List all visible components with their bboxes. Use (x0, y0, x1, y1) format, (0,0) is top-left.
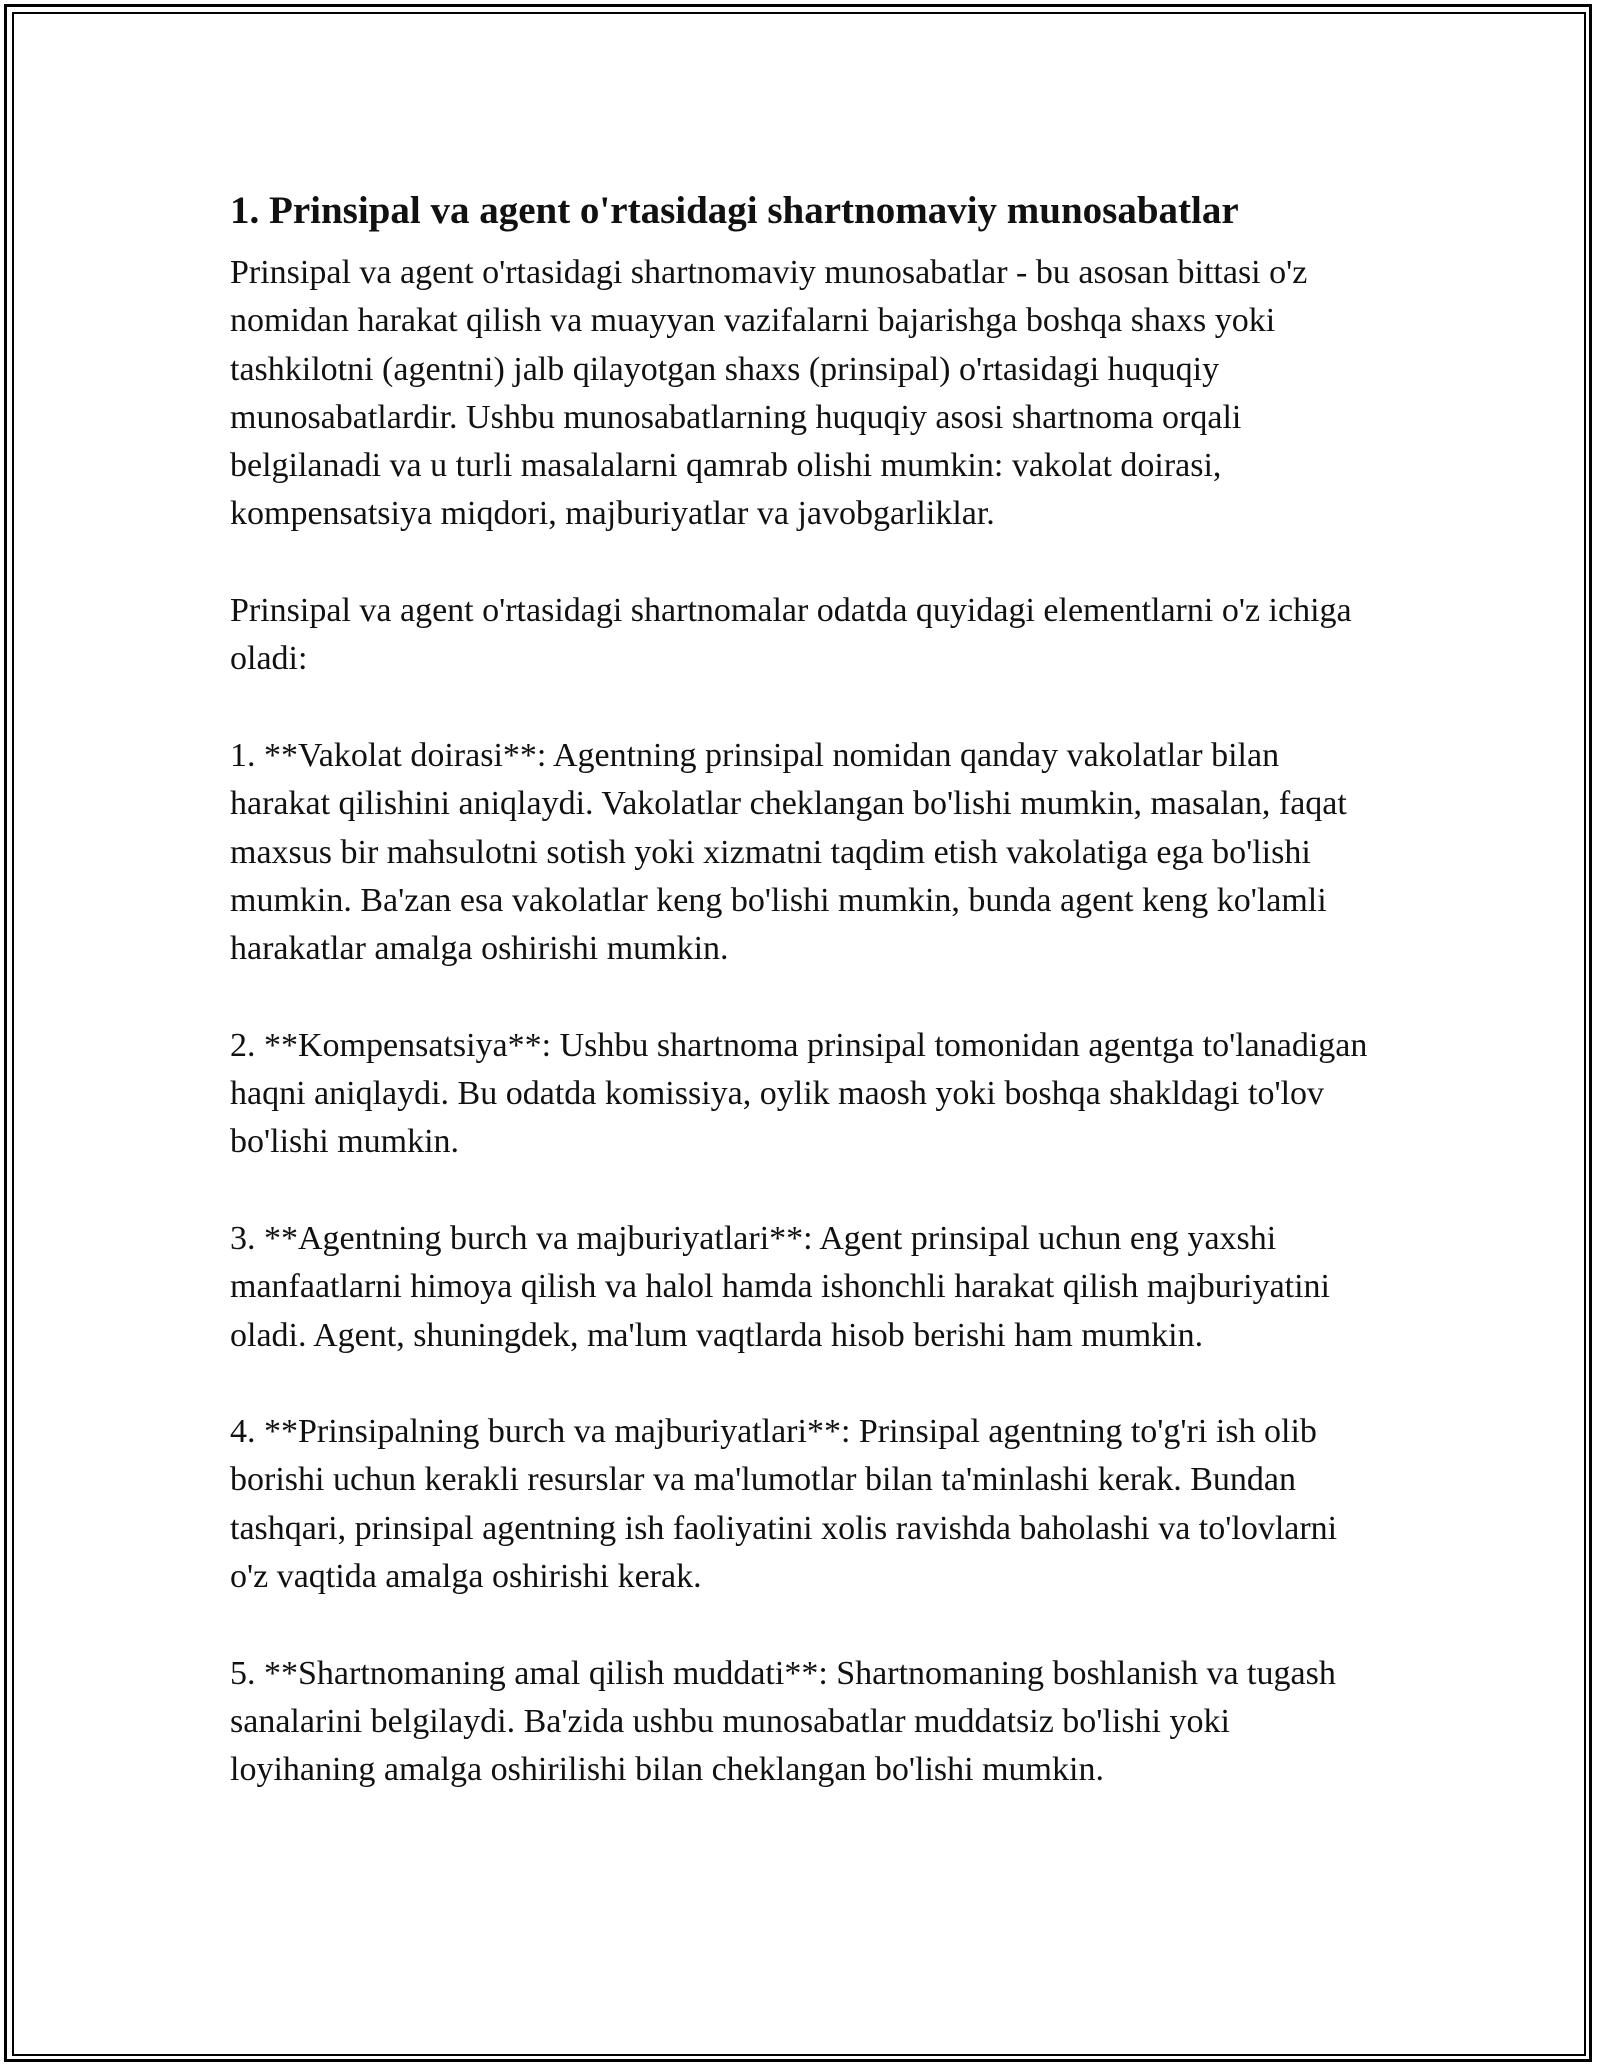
item-compensation: 2. **Kompensatsiya**: Ushbu shartnoma prinsipal tomonidan agentga to'lanadigan haqni aniqlaydi. Bu odatda komissiya, oylik maosh yoki boshqa shakldagi to'lov bo'lishi mumkin. (230, 1026, 1368, 1161)
elements-lead-paragraph: Prinsipal va agent o'rtasidagi shartnomalar odatda quyidagi elementlarni o'z ichiga oladi: (230, 592, 1352, 678)
item-contract-term: 5. **Shartnomaning amal qilish muddati**: Shartnomaning boshlanish va tugash sanalarini belgilaydi. Ba'zida ushbu munosabatlar muddatsiz bo'lishi yoki loyihaning amalga oshirilishi bilan cheklangan bo'lishi mumkin. (230, 1654, 1336, 1789)
item-agent-duties: 3. **Agentning burch va majburiyatlari**: Agent prinsipal uchun eng yaxshi manfaatlarni himoya qilish va halol hamda ishonchli harakat qilish majburiyatini oladi. Agent, shuningdek, ma'lum vaqtlarda hisob berishi ham mumkin. (230, 1219, 1331, 1354)
section-heading: 1. Prinsipal va agent o'rtasidagi shartnomaviy munosabatlar (230, 189, 1239, 232)
item-principal-duties: 4. **Prinsipalning burch va majburiyatlari**: Prinsipal agentning to'g'ri ish olib borishi uchun kerakli resurslar va ma'lumotlar bilan ta'minlashi kerak. Bundan tashqari, prinsipal agentning ish faoliyatini xolis ravishda baholashi va to'lovlarni o'z vaqtida amalga oshirishi kerak. (230, 1413, 1338, 1596)
document-body (230, 186, 1370, 1843)
item-authority-scope: 1. **Vakolat doirasi**: Agentning prinsipal nomidan qanday vakolatlar bilan harakat qilishini aniqlaydi. Vakolatlar cheklangan bo'lishi mumkin, masalan, faqat maxsus bir mahsulotni sotish yoki xizmatni taqdim etish vakolatiga ega bo'lishi mumkin. Ba'zan esa vakolatlar keng bo'lishi mumkin, bunda agent keng ko'lamli harakatlar amalga oshirishi mumkin. (230, 736, 1347, 968)
intro-paragraph: Prinsipal va agent o'rtasidagi shartnomaviy munosabatlar - bu asosan bittasi o'z nomidan harakat qilish va muayyan vazifalarni bajarishga boshqa shaxs yoki tashkilotni (agentni) jalb qilayotgan shaxs (prinsipal) o'rtasidagi huquqiy munosabatlardir. Ushbu munosabatlarning huquqiy asosi shartnoma orqali belgilanadi va u turli masalalarni qamrab olishi mumkin: vakolat doirasi, kompensatsiya miqdori, majburiyatlar va javobgarliklar. (230, 254, 1308, 533)
